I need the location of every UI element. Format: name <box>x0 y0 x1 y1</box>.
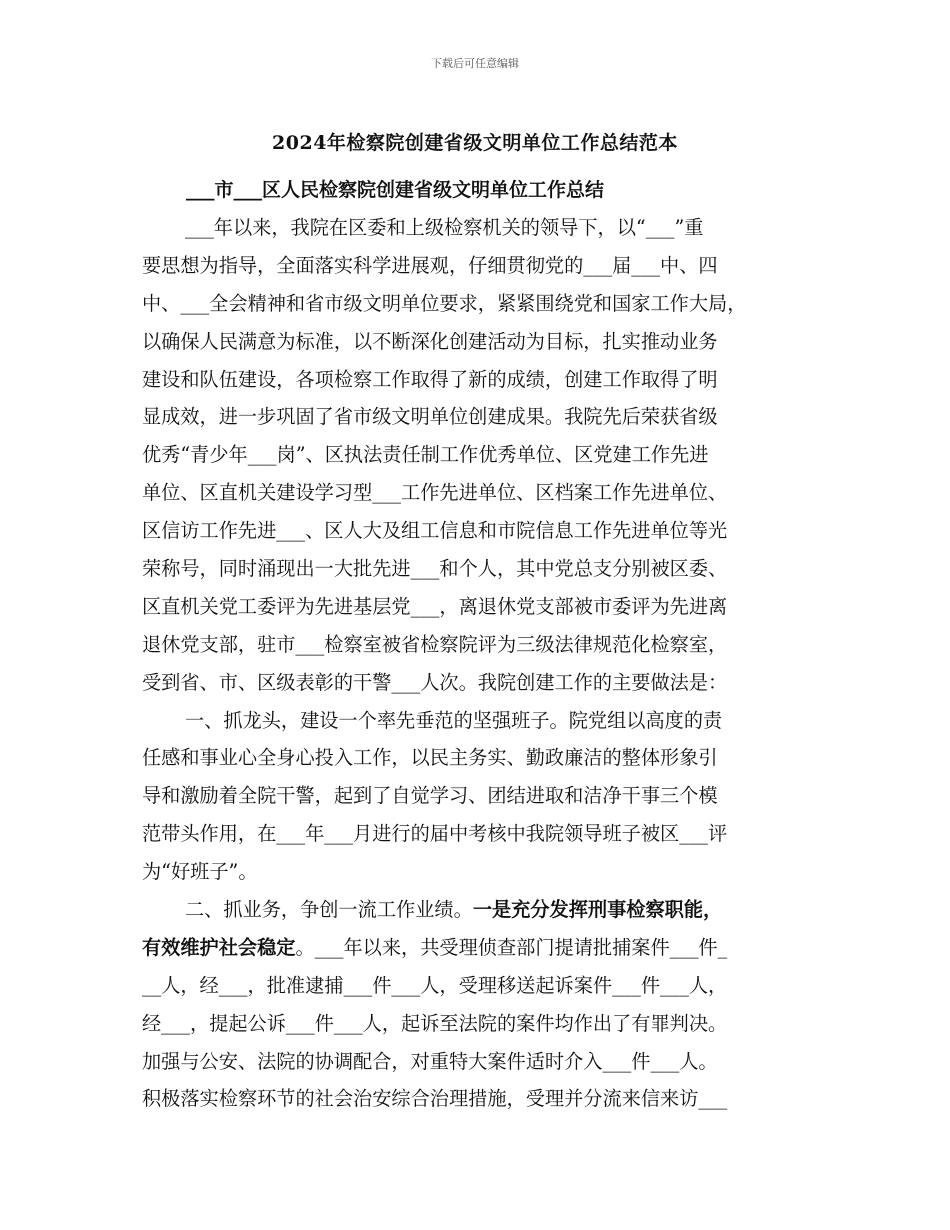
body-line <box>142 512 822 550</box>
line-text: 中、___全会精神和省市级文明单位要求，紧紧围绕党和国家工作大局， <box>142 291 747 315</box>
line-text: 二、抓业务，争创一流工作业绩。 <box>185 898 473 922</box>
line-text: 区直机关党工委评为先进基层党___，离退休党支部被市委评为先进离 <box>142 594 728 618</box>
line-text: 单位、区直机关建设学习型___工作先进单位、区档案工作先进单位、 <box>142 481 728 505</box>
line-text: 建设和队伍建设，各项检察工作取得了新的成绩，创建工作取得了明 <box>142 367 718 391</box>
header-note: 下载后可任意编辑 <box>431 57 519 70</box>
line-text: 荣称号，同时涌现出一大批先进___和个人，其中党总支分别被区委、 <box>142 557 728 581</box>
line-text: 范带头作用，在___年___月进行的届中考核中我院领导班子被区___评 <box>142 822 728 846</box>
body-line <box>142 739 822 777</box>
body-line <box>142 588 822 626</box>
body-line <box>142 967 822 1005</box>
body-line <box>142 664 822 702</box>
body-line <box>142 777 822 815</box>
body-line <box>142 1043 822 1081</box>
body-line <box>142 209 822 247</box>
line-text: 要思想为指导，全面落实科学进展观，仔细贯彻党的___届___中、四 <box>142 253 718 277</box>
body-line <box>142 929 822 967</box>
body-line <box>142 1080 822 1118</box>
body-line <box>142 398 822 436</box>
line-text: 经___，提起公诉___件___人，起诉至法院的案件均作出了有罪判决。 <box>142 1011 728 1035</box>
line-text: 为“好班子”。 <box>142 860 258 884</box>
line-text: 加强与公安、法院的协调配合，对重特大案件适时介入___件___人。 <box>142 1049 718 1073</box>
body-line <box>142 436 822 474</box>
line-text: 积极落实检察环节的社会治安综合治理措施，受理并分流来信来访___ <box>142 1087 728 1111</box>
body-line <box>142 702 822 740</box>
bold-phrase: 一是充分发挥刑事检察职能， <box>472 898 723 922</box>
line-text: 受到省、市、区级表彰的干警___人次。我院创建工作的主要做法是： <box>142 670 728 694</box>
line-text: 退休党支部，驻市___检察室被省检察院评为三级法律规范化检察室， <box>142 632 728 656</box>
body-line <box>142 550 822 588</box>
body-line <box>142 853 822 891</box>
body-line <box>142 285 822 323</box>
line-text: 任感和事业心全身心投入工作，以民主务实、勤政廉洁的整体形象引 <box>142 746 718 770</box>
body-line <box>142 815 822 853</box>
document-subtitle: ___市___区人民检察院创建省级文明单位工作总结 <box>186 179 605 201</box>
line-text: 导和激励着全院干警，起到了自觉学习、团结进取和洁净干事三个模 <box>142 784 718 808</box>
body-line <box>142 474 822 512</box>
line-text: 以确保人民满意为标准，以不断深化创建活动为目标，扎实推动业务 <box>142 329 718 353</box>
line-text: 显成效，进一步巩固了省市级文明单位创建成果。我院先后荣获省级 <box>142 405 718 429</box>
line-text: __人，经___，批准逮捕___件___人，受理移送起诉案件___件___人， <box>142 973 728 997</box>
line-text: 一、抓龙头，建设一个率先垂范的坚强班子。院党组以高度的责 <box>185 708 723 732</box>
body-line <box>142 626 822 664</box>
line-text: ___年以来，我院在区委和上级检察机关的领导下，以“___”重 <box>185 216 704 239</box>
body-line <box>142 247 822 285</box>
bold-phrase: 有效维护社会稳定 <box>142 935 296 959</box>
body-line <box>142 891 822 929</box>
line-text: 优秀“青少年___岗”、区执法责任制工作优秀单位、区党建工作先进 <box>142 443 709 467</box>
body-line <box>142 1005 822 1043</box>
body-text <box>142 209 822 1118</box>
body-line <box>142 323 822 361</box>
document-title: 2024年检察院创建省级文明单位工作总结范本 <box>272 132 678 154</box>
line-text: 区信访工作先进___、区人大及组工信息和市院信息工作先进单位等光 <box>142 519 728 543</box>
line-text: 。___年以来，共受理侦查部门提请批捕案件___件_ <box>295 935 728 959</box>
body-line <box>142 361 822 399</box>
